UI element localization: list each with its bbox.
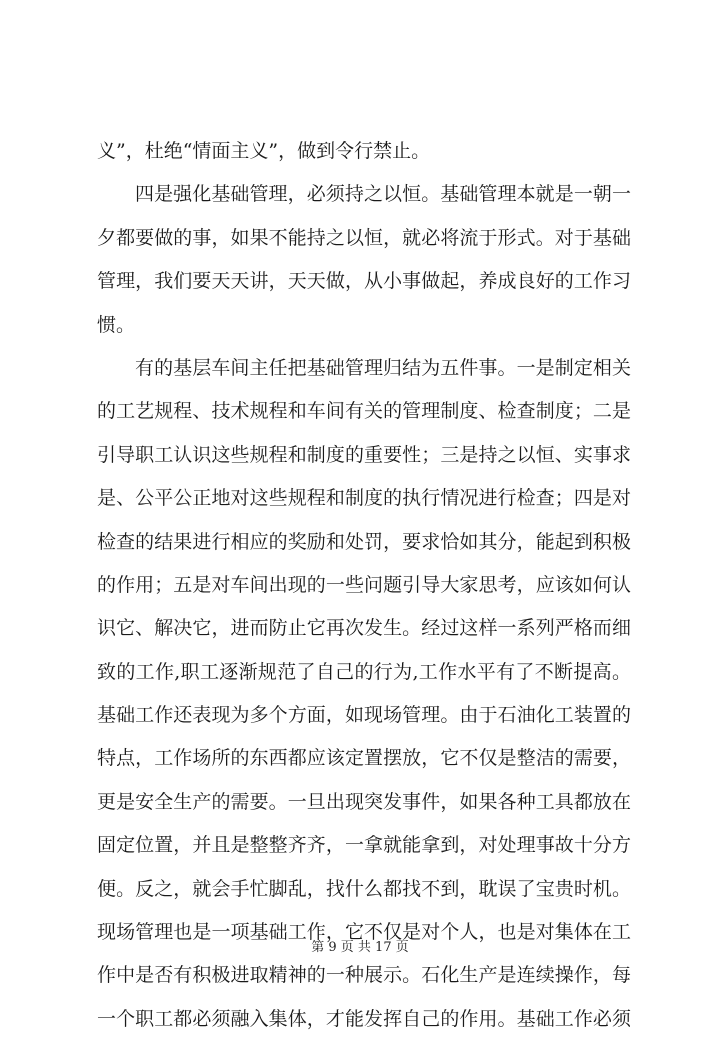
body-text — [97, 130, 631, 1041]
text-line: 基础工作还表现为多个方面，如现场管理。由于石油化工装置的 — [97, 704, 631, 727]
text-line: 义”，杜绝“情面主义”，做到令行禁止。 — [97, 140, 431, 162]
text-line: 的工艺规程、技术规程和车间有关的管理制度、检查制度；二是 — [97, 400, 631, 423]
text-line: 惯。 — [97, 313, 136, 336]
text-line: 一个职工都必须融入集体，才能发挥自己的作用。基础工作必须 — [97, 1007, 631, 1030]
text-line: 特点，工作场所的东西都应该定置摆放，它不仅是整洁的需要， — [97, 747, 631, 770]
text-line: 便。反之，就会手忙脚乱，找什么都找不到，耽误了宝贵时机。 — [97, 877, 631, 900]
text-line: 的作用；五是对车间出现的一些问题引导大家思考，应该如何认 — [97, 573, 631, 596]
text-line: 引导职工认识这些规程和制度的重要性；三是持之以恒、实事求 — [97, 443, 631, 466]
text-line: 是、公平公正地对这些规程和制度的执行情况进行检查；四是对 — [97, 487, 631, 510]
text-line: 固定位置，并且是整整齐齐，一拿就能拿到，对处理事故十分方 — [97, 834, 631, 857]
text-line: 更是安全生产的需要。一旦出现突发事件，如果各种工具都放在 — [97, 790, 631, 813]
text-line: 现场管理也是一项基础工作，它不仅是对个人，也是对集体在工 — [97, 921, 631, 944]
text-line: 管理，我们要天天讲，天天做，从小事做起，养成良好的工作习 — [97, 270, 631, 293]
page-number-footer: 第 9 页 共 17 页 — [311, 940, 409, 955]
text-line: 四是强化基础管理，必须持之以恒。基础管理本就是一朝一 — [135, 183, 631, 206]
text-line: 检查的结果进行相应的奖励和处罚，要求恰如其分，能起到积极 — [97, 530, 631, 553]
text-line: 作中是否有积极进取精神的一种展示。石化生产是连续操作，每 — [97, 964, 631, 987]
text-line: 有的基层车间主任把基础管理归结为五件事。一是制定相关 — [135, 356, 631, 379]
text-line: 致的工作,职工逐渐规范了自己的行为,工作水平有了不断提高。 — [97, 660, 631, 683]
text-line: 识它、解决它，进而防止它再次发生。经过这样一系列严格而细 — [97, 617, 631, 640]
text-line: 夕都要做的事，如果不能持之以恒，就必将流于形式。对于基础 — [97, 226, 631, 249]
